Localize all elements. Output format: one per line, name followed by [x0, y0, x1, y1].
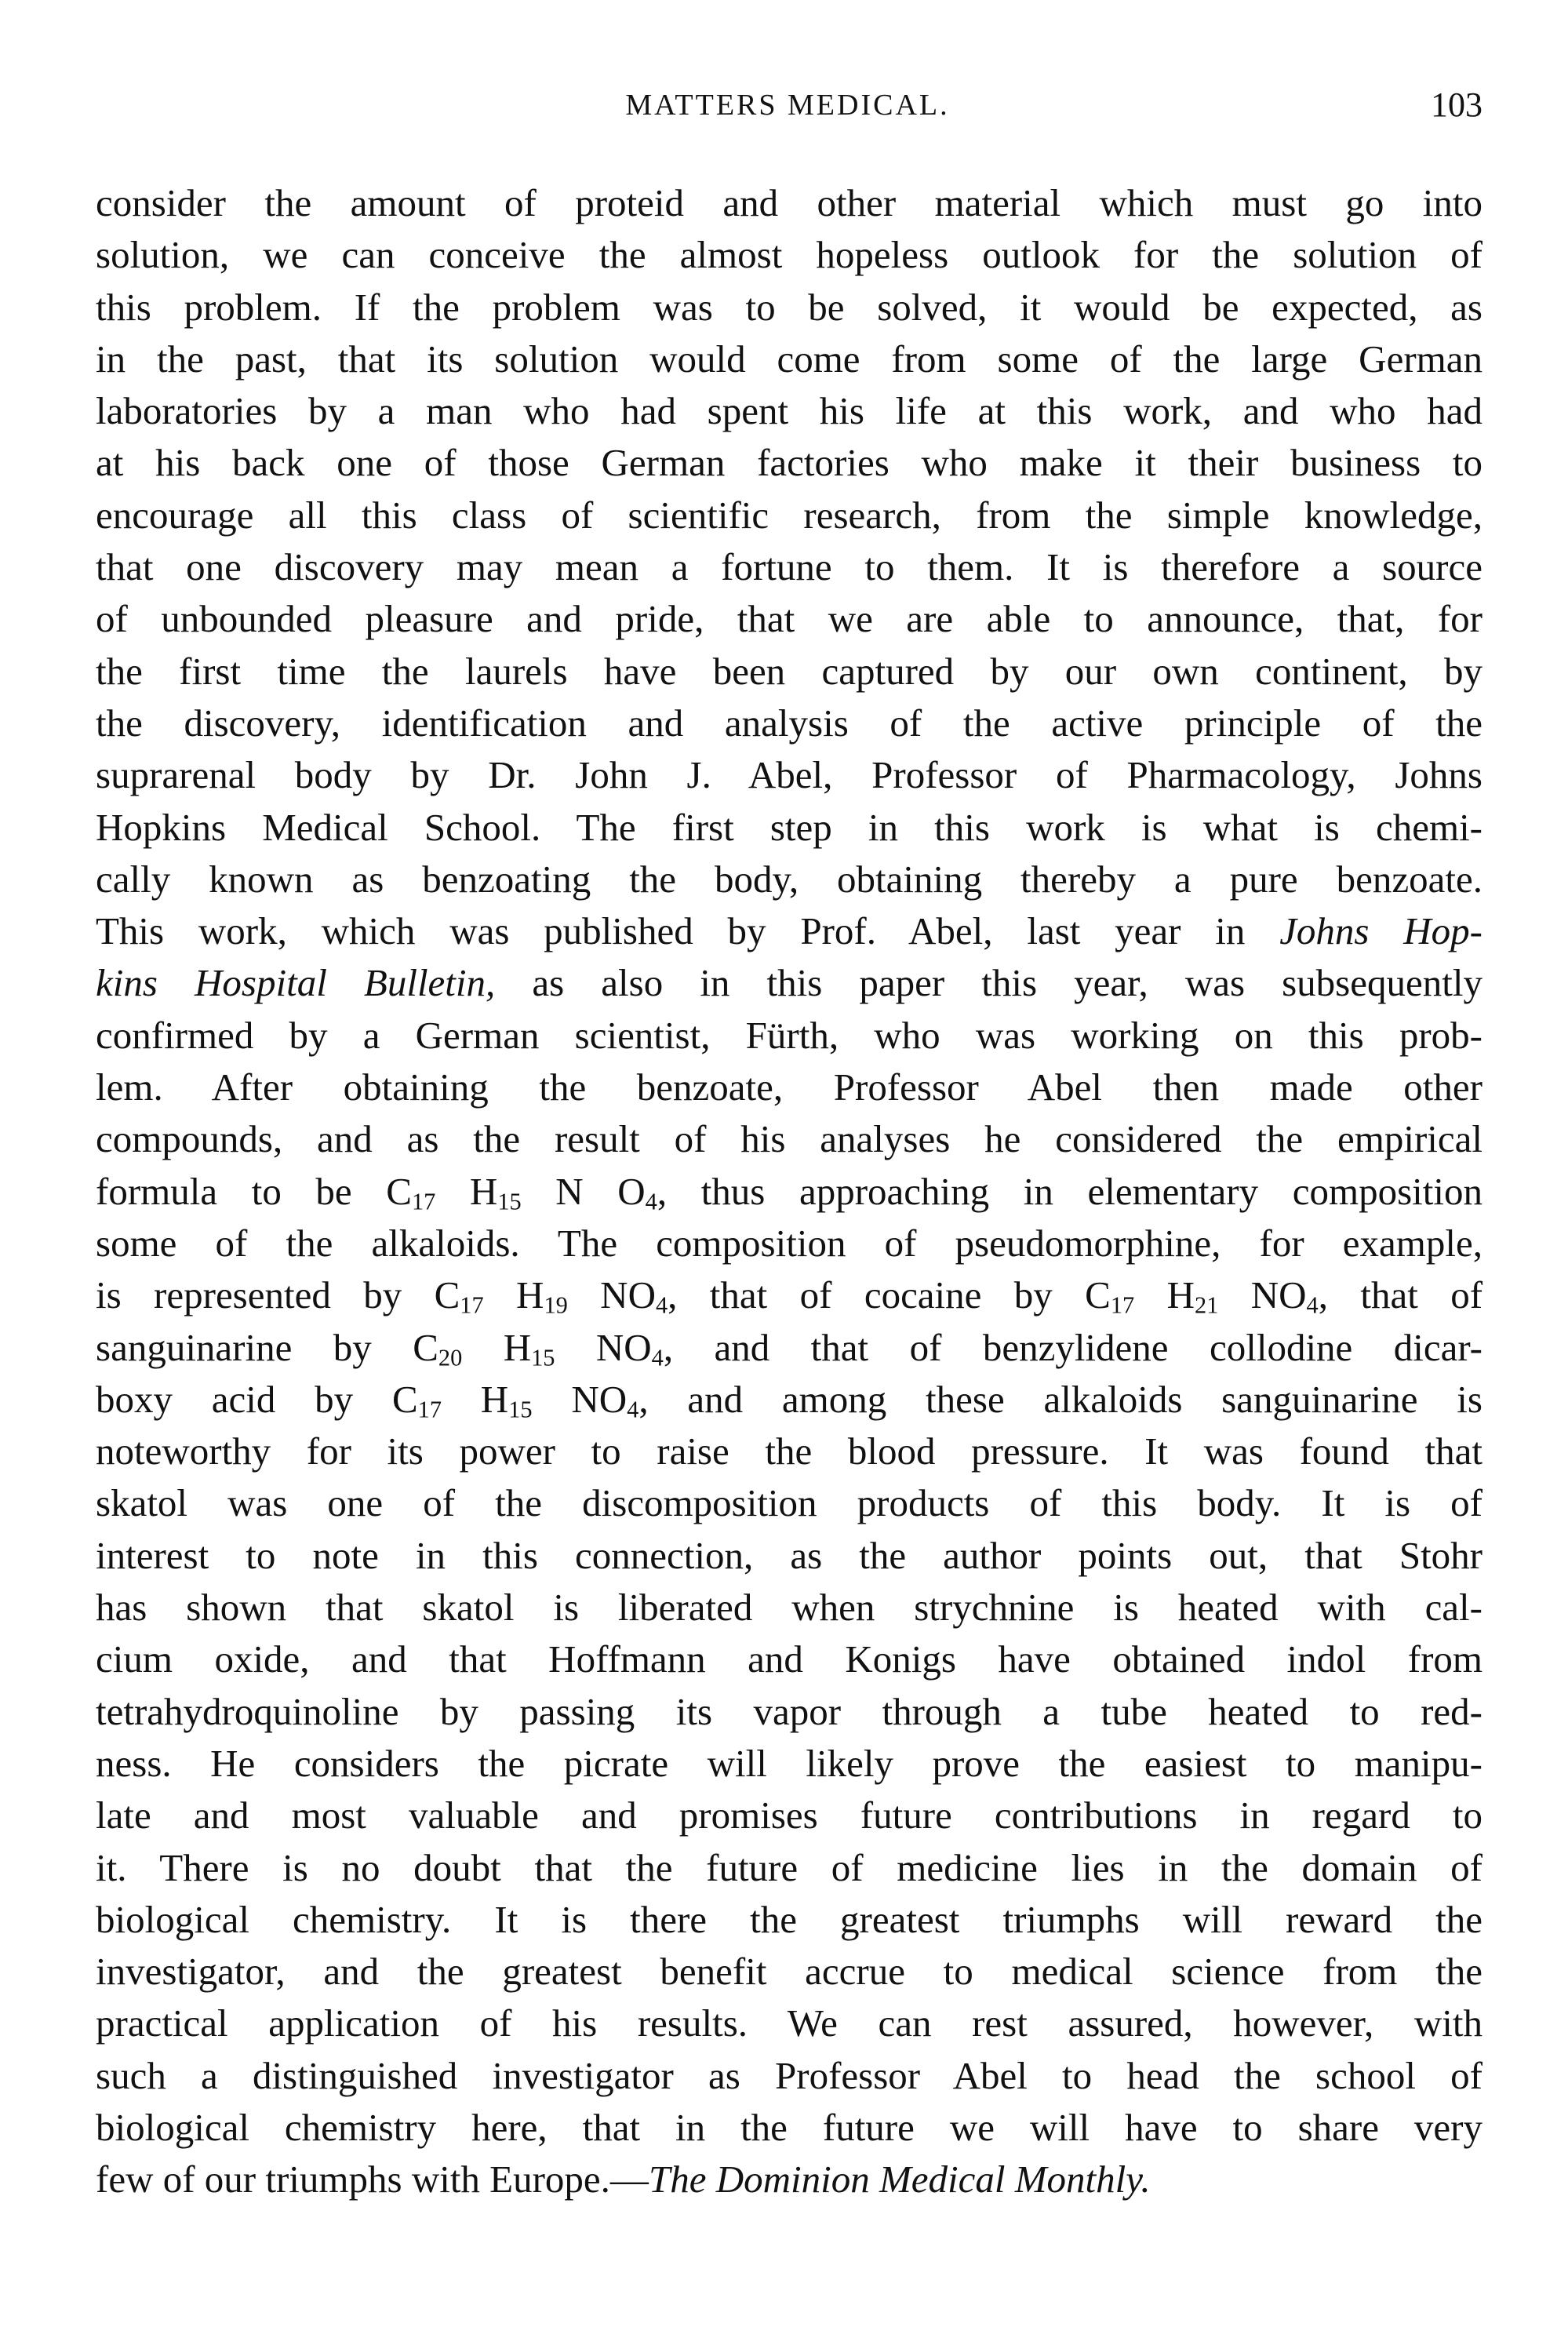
- text-line: [96, 1062, 1483, 1113]
- text-line: [96, 1894, 1483, 1946]
- text-run: H: [1134, 1273, 1195, 1317]
- text-line: [96, 1946, 1483, 1997]
- text-line: [96, 177, 1483, 229]
- subscript: 17: [417, 1396, 442, 1423]
- text-run: it. There is no doubt that the future of medicine lies in the domain of: [96, 1845, 1483, 1889]
- subscript: 4: [627, 1396, 639, 1423]
- text-run: encourage all this class of scientific research, from the simple knowledge,: [96, 493, 1483, 537]
- text-run: H: [483, 1273, 544, 1317]
- text-run: compounds, and as the result of his analyses he considered the empirical: [96, 1117, 1483, 1161]
- subscript: 17: [411, 1188, 436, 1215]
- text-line: [96, 1633, 1483, 1685]
- text-run: as also in this paper this year, was subsequently: [495, 961, 1483, 1005]
- text-run: NO: [532, 1377, 628, 1421]
- text-run: biological chemistry here, that in the future we will have to share very: [96, 2105, 1483, 2149]
- text-run: , thus approaching in elementary composition: [657, 1169, 1483, 1213]
- text-run: suprarenal body by Dr. John J. Abel, Professor of Pharmacology, Johns: [96, 753, 1483, 797]
- running-title: MATTERS MEDICAL.: [625, 89, 950, 122]
- text-run: skatol was one of the discomposition products of this body. It is of: [96, 1481, 1483, 1525]
- subscript: 17: [460, 1291, 484, 1319]
- text-run: This work, which was published by Prof. Abel, last year in: [96, 909, 1280, 953]
- text-run: , that of cocaine by C: [668, 1273, 1111, 1317]
- text-line: [96, 1582, 1483, 1633]
- page-number: 103: [1431, 86, 1483, 124]
- text-line: [96, 1686, 1483, 1738]
- text-run: H: [462, 1325, 532, 1369]
- text-line: [96, 905, 1483, 957]
- italic-text: kins Hospital Bulletin,: [96, 961, 496, 1005]
- text-run: of unbounded pleasure and pride, that we are able to announce, that, for: [96, 597, 1483, 641]
- text-run: the discovery, identification and analysis of the active principle of the: [96, 701, 1483, 745]
- text-line: [96, 1113, 1483, 1165]
- text-run: cally known as benzoating the body, obtaining thereby a pure benzoate.: [96, 857, 1483, 901]
- text-line: [96, 2154, 1483, 2205]
- text-line: [96, 697, 1483, 749]
- text-run: NO: [555, 1325, 652, 1369]
- text-line: [96, 229, 1483, 281]
- text-line: [96, 1530, 1483, 1582]
- running-head: [93, 82, 1483, 137]
- text-run: , that of: [1318, 1273, 1483, 1317]
- text-run: such a distinguished investigator as Professor Abel to head the school of: [96, 2053, 1483, 2097]
- text-line: [96, 1010, 1483, 1062]
- text-run: late and most valuable and promises future contributions in regard to: [96, 1794, 1483, 1837]
- text-run: in the past, that its solution would come from some of the large German: [96, 337, 1483, 381]
- text-line: [96, 749, 1483, 801]
- text-run: biological chemistry. It is there the greatest triumphs will reward the: [96, 1897, 1483, 1941]
- text-run: few of our triumphs with Europe.—: [96, 2158, 649, 2201]
- subscript: 4: [651, 1344, 664, 1371]
- text-line: [96, 593, 1483, 645]
- text-run: interest to note in this connection, as the author points out, that Stohr: [96, 1533, 1483, 1577]
- text-line: [96, 1166, 1483, 1218]
- text-run: that one discovery may mean a fortune to them. It is therefore a source: [96, 545, 1483, 589]
- text-line: [96, 385, 1483, 437]
- text-line: [96, 802, 1483, 854]
- subscript: 4: [655, 1291, 668, 1319]
- text-line: [96, 1738, 1483, 1790]
- text-line: [96, 1374, 1483, 1426]
- text-run: consider the amount of proteid and other material which must go into: [96, 181, 1483, 224]
- text-line: [96, 2050, 1483, 2102]
- text-run: ness. He considers the picrate will likely prove the easiest to manipu-: [96, 1741, 1483, 1785]
- text-line: [96, 957, 1483, 1009]
- text-line: [96, 1426, 1483, 1477]
- text-run: at his back one of those German factories who make it their business to: [96, 441, 1483, 485]
- text-line: [96, 1322, 1483, 1374]
- text-line: [96, 646, 1483, 697]
- text-line: [96, 1790, 1483, 1841]
- text-line: [96, 333, 1483, 385]
- text-run: noteworthy for its power to raise the blood pressure. It was found that: [96, 1429, 1483, 1473]
- subscript: 15: [497, 1188, 522, 1215]
- italic-text: The Dominion Medical Monthly.: [648, 2158, 1151, 2201]
- text-line: [96, 541, 1483, 593]
- text-run: H: [435, 1169, 498, 1213]
- text-run: formula to be C: [96, 1169, 412, 1213]
- text-run: NO: [567, 1273, 656, 1317]
- subscript: 4: [1306, 1291, 1319, 1319]
- text-run: , and that of benzylidene collodine dicar-: [663, 1325, 1483, 1369]
- text-line: [96, 1269, 1483, 1321]
- text-run: lem. After obtaining the benzoate, Professor Abel then made other: [96, 1065, 1483, 1109]
- italic-text: Johns Hop-: [1279, 909, 1483, 953]
- text-run: cium oxide, and that Hoffmann and Konigs have obtained indol from: [96, 1637, 1483, 1681]
- text-run: investigator, and the greatest benefit accrue to medical science from the: [96, 1950, 1483, 1994]
- text-run: laboratories by a man who had spent his life at this work, and who had: [96, 389, 1483, 433]
- text-line: [96, 1842, 1483, 1894]
- subscript: 20: [438, 1344, 463, 1371]
- text-line: [96, 1218, 1483, 1269]
- text-run: N O: [521, 1169, 646, 1213]
- subscript: 19: [544, 1291, 568, 1319]
- subscript: 15: [531, 1344, 555, 1371]
- text-run: , and among these alkaloids sanguinarine is: [638, 1377, 1483, 1421]
- text-run: Hopkins Medical School. The first step in this work is what is chemi-: [96, 805, 1483, 849]
- text-run: confirmed by a German scientist, Fürth, who was working on this prob-: [96, 1013, 1483, 1057]
- text-line: [96, 1997, 1483, 2049]
- subscript: 15: [508, 1396, 533, 1423]
- text-line: [96, 437, 1483, 489]
- text-line: [96, 2102, 1483, 2154]
- text-run: boxy acid by C: [96, 1377, 418, 1421]
- text-run: this problem. If the problem was to be solved, it would be expected, as: [96, 285, 1483, 329]
- subscript: 17: [1110, 1291, 1135, 1319]
- text-line: [96, 490, 1483, 541]
- subscript: 21: [1195, 1291, 1219, 1319]
- text-run: H: [442, 1377, 509, 1421]
- text-run: practical application of his results. We can rest assured, however, with: [96, 2001, 1483, 2045]
- text-run: solution, we can conceive the almost hopeless outlook for the solution of: [96, 233, 1483, 277]
- text-run: the first time the laurels have been captured by our own continent, by: [96, 649, 1483, 693]
- text-run: is represented by C: [96, 1273, 460, 1317]
- text-run: some of the alkaloids. The composition of pseudomorphine, for example,: [96, 1221, 1483, 1265]
- text-run: NO: [1218, 1273, 1307, 1317]
- text-run: has shown that skatol is liberated when strychnine is heated with cal-: [96, 1586, 1483, 1630]
- subscript: 4: [645, 1188, 657, 1215]
- text-line: [96, 282, 1483, 333]
- text-run: sanguinarine by C: [96, 1325, 438, 1369]
- text-line: [96, 854, 1483, 905]
- text-line: [96, 1477, 1483, 1529]
- body-paragraph: [96, 177, 1483, 2206]
- text-run: tetrahydroquinoline by passing its vapor through a tube heated to red-: [96, 1689, 1483, 1733]
